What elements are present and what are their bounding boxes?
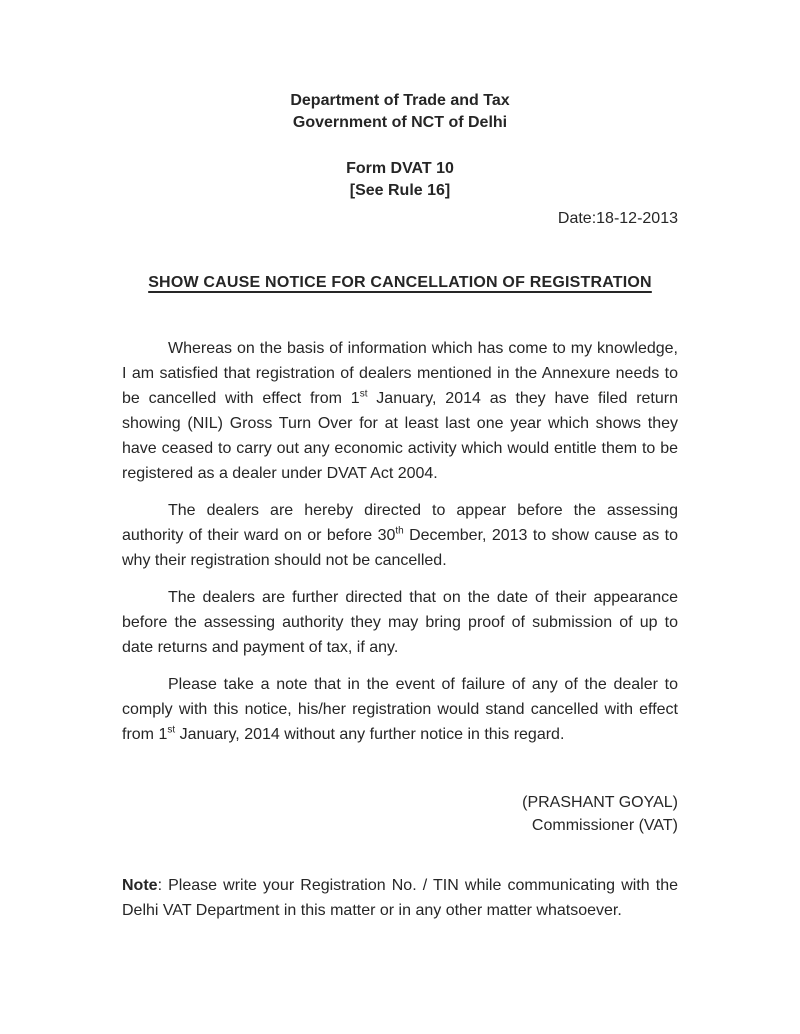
form-rule-reference: [See Rule 16] <box>349 182 451 199</box>
date-line: Date:18-12-2013 <box>557 210 678 227</box>
org-header <box>122 90 678 134</box>
department-name: Department of Trade and Tax <box>290 92 510 109</box>
form-number: Form DVAT 10 <box>346 160 454 177</box>
signatory-title: Commissioner (VAT) <box>531 817 678 834</box>
footer-note <box>122 873 678 923</box>
notice-body <box>122 336 678 747</box>
paragraph-proof-directive: The dealers are further directed that on the date of their appearance before the assessing authority they may bring proof of submission of up to date returns and payment of tax, if any. <box>122 589 678 656</box>
form-header <box>122 158 678 202</box>
note-text: : Please write your Registration No. / TIN while communicating with the Delhi VAT Department in this matter or in any other matter whatsoever. <box>122 877 678 919</box>
note-label: Note <box>122 877 158 894</box>
signatory-name: (PRASHANT GOYAL) <box>522 794 678 811</box>
paragraph-failure-warning: Please take a note that in the event of failure of any of the dealer to comply with this notice, his/her registration would stand cancelled with effect from 1st January, 2014 without any further notice in this regard. <box>122 676 678 743</box>
government-name: Government of NCT of Delhi <box>292 114 508 131</box>
signature-block <box>122 791 678 837</box>
paragraph-whereas: Whereas on the basis of information which has come to my knowledge, I am satisfied that registration of dealers mentioned in the Annexure needs to be cancelled with effect from 1st January, 2014 as they have filed return showing (NIL) Gross Turn Over for at least last one year which shows they have ceased to carry out any economic activity which would entitle them to be registered as a dealer under DVAT Act 2004. <box>122 340 678 482</box>
document-title: SHOW CAUSE NOTICE FOR CANCELLATION OF REGISTRATION <box>148 274 652 291</box>
paragraph-appear-directive: The dealers are hereby directed to appear before the assessing authority of their ward on or before 30th December, 2013 to show cause as to why their registration should not be cancelled. <box>122 502 678 569</box>
